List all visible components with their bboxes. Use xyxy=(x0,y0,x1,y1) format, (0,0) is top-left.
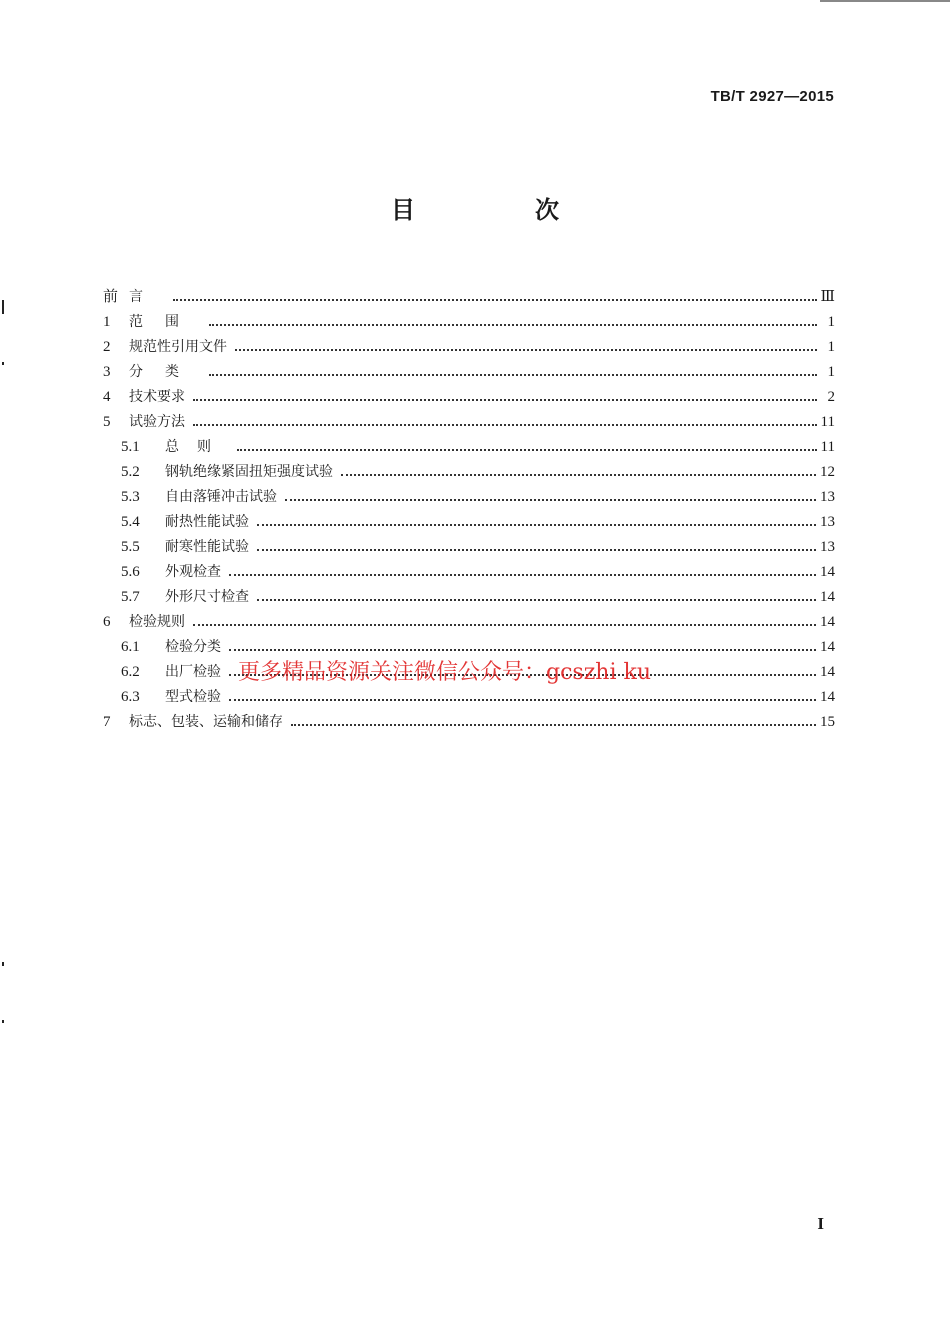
toc-dot-leader xyxy=(193,399,817,401)
toc-entry-number: 7 xyxy=(103,714,111,730)
toc-entry[interactable] xyxy=(103,306,835,331)
toc-entry-label: 耐热性能试验 xyxy=(165,514,249,530)
toc-entry[interactable] xyxy=(103,606,835,631)
toc-dot-leader xyxy=(209,324,817,326)
toc-entry-page: Ⅲ xyxy=(820,289,835,305)
toc-entry[interactable] xyxy=(103,456,835,481)
toc-dot-leader xyxy=(193,424,817,426)
toc-dot-leader xyxy=(257,549,816,551)
toc-entry-label: 外形尺寸检查 xyxy=(165,589,249,605)
toc-entry-number: 5.7 xyxy=(121,589,140,605)
toc-entry-label: 检验规则 xyxy=(129,614,185,630)
toc-entry-number: 5 xyxy=(103,414,111,430)
toc-entry-label: 言 xyxy=(129,289,165,305)
toc-dot-leader xyxy=(229,649,816,651)
toc-dot-leader xyxy=(229,574,816,576)
toc-entry-label: 范围 xyxy=(129,314,201,330)
toc-entry-number: 5.5 xyxy=(121,539,140,555)
watermark-text: 更多精品资源关注微信公众号：gcszhi ku xyxy=(238,660,651,685)
scan-mark xyxy=(2,962,4,966)
toc-dot-leader xyxy=(173,299,817,301)
toc-entry-number: 5.2 xyxy=(121,464,140,480)
toc-entry-page: 11 xyxy=(820,414,835,430)
toc-entry-page: 14 xyxy=(820,639,835,655)
toc-entry[interactable] xyxy=(103,631,835,656)
toc-entry-number: 5.6 xyxy=(121,564,140,580)
toc-dot-leader xyxy=(193,624,816,626)
toc-entry-number: 5.3 xyxy=(121,489,140,505)
page-number: I xyxy=(817,1214,824,1233)
toc-entry-label: 出厂检验 xyxy=(165,664,221,680)
toc-entry-label: 总则 xyxy=(165,439,229,455)
toc-entry-number: 4 xyxy=(103,389,111,405)
scan-mark xyxy=(2,362,4,365)
toc-entry-number: 6.3 xyxy=(121,689,140,705)
toc-entry[interactable] xyxy=(103,431,835,456)
toc-dot-leader xyxy=(257,524,816,526)
toc-entry-label: 标志、包装、运输和储存 xyxy=(129,714,283,730)
toc-entry-page: 2 xyxy=(827,389,835,405)
toc-dot-leader xyxy=(229,699,816,701)
toc-entry-page: 1 xyxy=(827,364,835,380)
scan-mark xyxy=(2,1020,4,1023)
scan-mark xyxy=(820,0,950,2)
toc-dot-leader xyxy=(235,349,817,351)
toc-entry-page: 13 xyxy=(820,539,835,555)
toc-entry[interactable] xyxy=(103,481,835,506)
toc-entry-label: 耐寒性能试验 xyxy=(165,539,249,555)
standard-number: TB/T 2927—2015 xyxy=(710,88,834,105)
toc-entry-page: 1 xyxy=(827,314,835,330)
toc-dot-leader xyxy=(291,724,816,726)
toc-entry-page: 14 xyxy=(820,589,835,605)
toc-entry[interactable] xyxy=(103,406,835,431)
toc-dot-leader xyxy=(341,474,816,476)
toc-entry-number: 3 xyxy=(103,364,111,380)
toc-entry[interactable] xyxy=(103,531,835,556)
toc-entry-label: 分类 xyxy=(129,364,201,380)
toc-entry-label: 外观检查 xyxy=(165,564,221,580)
toc-dot-leader xyxy=(209,374,817,376)
toc-entry-label: 检验分类 xyxy=(165,639,221,655)
toc-entry-number: 5.4 xyxy=(121,514,140,530)
scan-mark xyxy=(2,300,4,314)
toc-dot-leader xyxy=(285,499,816,501)
toc-entry-page: 12 xyxy=(820,464,835,480)
toc-dot-leader xyxy=(257,599,816,601)
toc-entry[interactable] xyxy=(103,281,835,306)
toc-entry-page: 11 xyxy=(820,439,835,455)
toc-entry-label: 钢轨绝缘紧固扭矩强度试验 xyxy=(165,464,333,480)
toc-entry[interactable] xyxy=(103,581,835,606)
toc-entry-page: 14 xyxy=(820,689,835,705)
toc-entry[interactable] xyxy=(103,556,835,581)
toc-entry-label: 自由落锤冲击试验 xyxy=(165,489,277,505)
toc-entry-label: 规范性引用文件 xyxy=(129,339,227,355)
toc-entry-page: 15 xyxy=(820,714,835,730)
toc-entry-label: 试验方法 xyxy=(129,414,185,430)
toc-entry[interactable] xyxy=(103,706,835,731)
toc-entry[interactable] xyxy=(103,356,835,381)
toc-entry-page: 14 xyxy=(820,614,835,630)
toc-entry-number: 2 xyxy=(103,339,111,355)
toc-entry-page: 14 xyxy=(820,664,835,680)
toc-entry-number: 6.2 xyxy=(121,664,140,680)
toc-entry[interactable] xyxy=(103,331,835,356)
toc-entry[interactable] xyxy=(103,381,835,406)
page-title: 目 次 xyxy=(391,196,607,224)
toc-entry-number: 1 xyxy=(103,314,111,330)
toc-entry-number: 6 xyxy=(103,614,111,630)
toc-entry-label: 技术要求 xyxy=(129,389,185,405)
toc-entry-label: 型式检验 xyxy=(165,689,221,705)
toc-entry-page: 13 xyxy=(820,514,835,530)
toc-entry-page: 14 xyxy=(820,564,835,580)
toc-entry-page: 13 xyxy=(820,489,835,505)
toc-entry-number: 6.1 xyxy=(121,639,140,655)
toc-entry-page: 1 xyxy=(827,339,835,355)
toc-entry-number: 5.1 xyxy=(121,439,140,455)
toc-dot-leader xyxy=(237,449,817,451)
toc-entry-number: 前 xyxy=(103,289,119,305)
toc-entry[interactable] xyxy=(103,506,835,531)
